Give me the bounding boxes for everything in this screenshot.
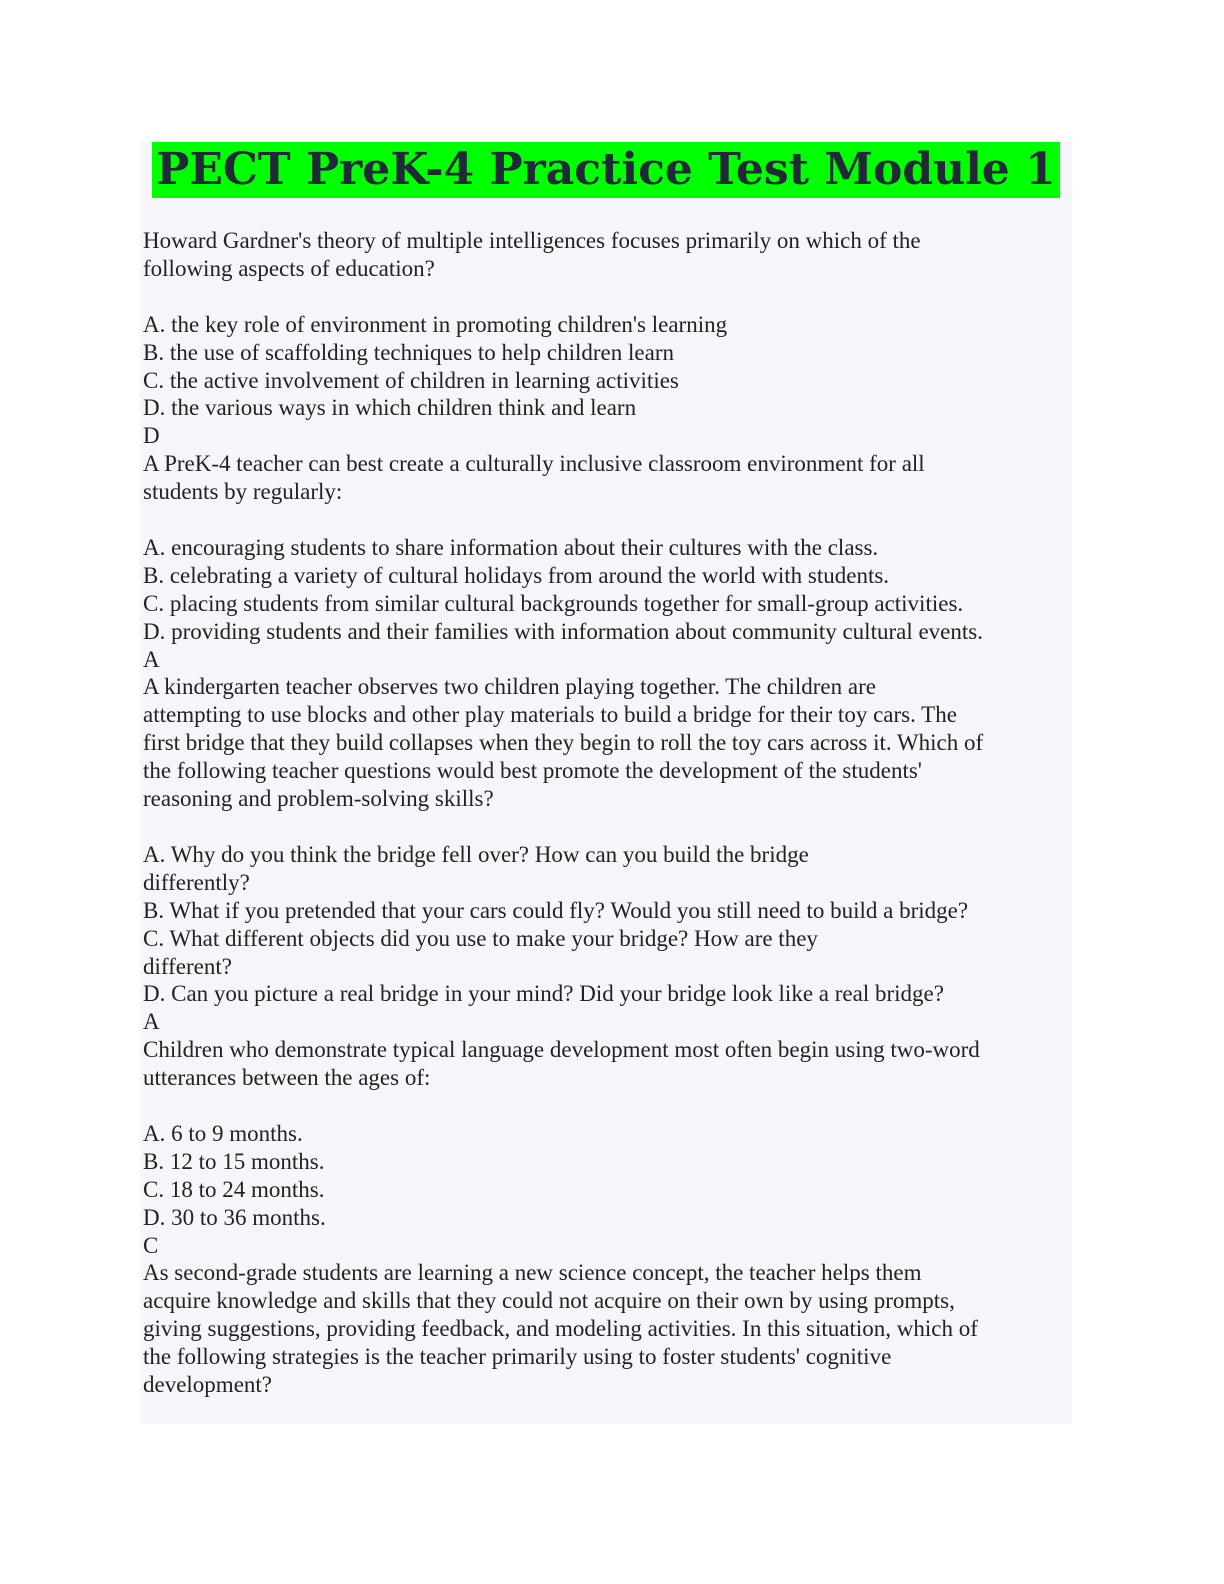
answer-option: B. 12 to 15 months. [143,1148,325,1174]
correct-answer: D [143,423,160,449]
question-block [143,227,1071,450]
title-container [140,142,1072,198]
answer-option: A. encouraging students to share information about their cultures with the class. [143,534,879,560]
answer-option: C. the active involvement of children in learning activities [143,367,679,393]
question-stem-line: Howard Gardner's theory of multiple intelligences focuses primarily on which of the [143,228,921,253]
question-stem-line: attempting to use blocks and other play materials to build a bridge for their toy cars. The [143,702,957,728]
answer-option: B. celebrating a variety of cultural holidays from around the world with students. [143,562,890,588]
question-block [143,450,1071,673]
answer-option: different? [143,953,232,979]
answer-option: C. 18 to 24 months. [143,1176,325,1202]
question-stem-line: giving suggestions, providing feedback, and modeling activities. In this situation, which of [143,1316,978,1342]
question-stem-line: students by regularly: [143,479,343,505]
question-stem-line: acquire knowledge and skills that they could not acquire on their own by using prompts, [143,1288,955,1314]
question-stem-line: first bridge that they build collapses when they begin to roll the toy cars across it. Which of [143,730,984,756]
question-stem-line: development? [143,1372,273,1398]
correct-answer: A [143,646,160,672]
question-stem-line: following aspects of education? [143,255,435,281]
correct-answer: C [143,1232,159,1258]
question-stem-line: the following strategies is the teacher primarily using to foster students' cognitive [143,1344,892,1370]
answer-option: B. the use of scaffolding techniques to help children learn [143,339,674,365]
document-page [140,142,1072,1424]
question-stem-line: Children who demonstrate typical language development most often begin using two-word [143,1037,980,1063]
correct-answer: A [143,1009,160,1035]
answer-option: A. 6 to 9 months. [143,1120,303,1146]
document-title: PECT PreK-4 Practice Test Module 1 [152,142,1059,198]
answer-option: D. the various ways in which children think and learn [143,395,637,421]
question-stem-line: A kindergarten teacher observes two children playing together. The children are [143,674,876,700]
answer-option: D. providing students and their families with information about community cultural events. [143,618,983,644]
answer-option: A. the key role of environment in promoting children's learning [143,311,728,337]
question-block [143,1259,1071,1399]
question-block [143,1036,1071,1259]
question-stem-line: A PreK-4 teacher can best create a culturally inclusive classroom environment for all [143,451,925,477]
spacer [143,813,1071,841]
answer-option: differently? [143,869,250,895]
question-stem-line: As second-grade students are learning a new science concept, the teacher helps them [143,1260,922,1286]
question-stem-line: utterances between the ages of: [143,1065,431,1091]
spacer [143,1092,1071,1120]
answer-option: C. placing students from similar cultural backgrounds together for small-group activities. [143,590,964,616]
question-block [143,673,1071,1036]
answer-option: D. Can you picture a real bridge in your mind? Did your bridge look like a real bridge? [143,981,944,1007]
answer-option: B. What if you pretended that your cars could fly? Would you still need to build a bridge? [143,897,969,923]
answer-option: C. What different objects did you use to make your bridge? How are they [143,925,818,951]
question-stem-line: reasoning and problem-solving skills? [143,786,494,812]
spacer [143,506,1071,534]
answer-option: D. 30 to 36 months. [143,1204,326,1230]
question-stem-line: the following teacher questions would best promote the development of the students' [143,758,922,784]
answer-option: A. Why do you think the bridge fell over? How can you build the bridge [143,841,809,867]
spacer [143,283,1071,311]
question-list [143,227,1071,1399]
